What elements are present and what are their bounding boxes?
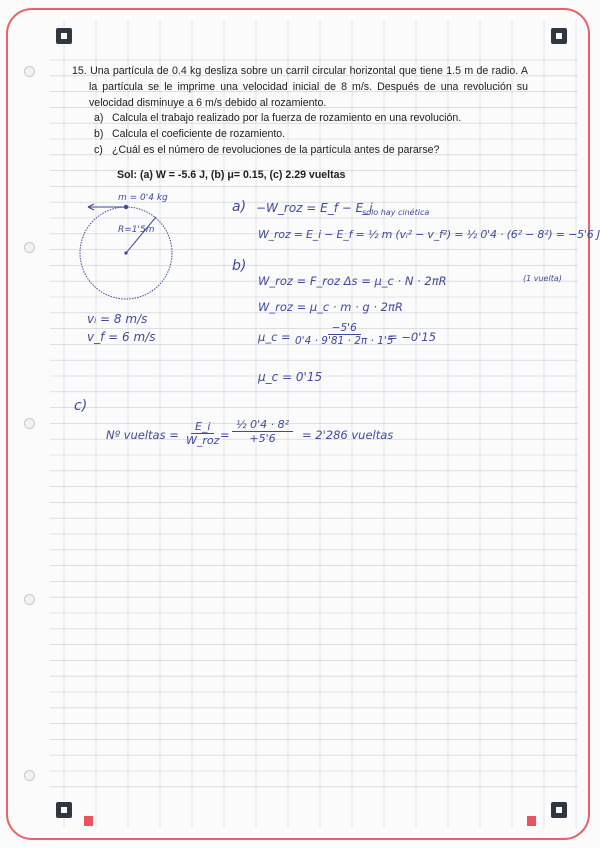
part-c-rhs: = 2'286 vueltas <box>302 428 394 442</box>
circle-diagram <box>70 190 210 300</box>
punch-hole <box>24 594 35 605</box>
part-b-note: (1 vuelta) <box>523 274 562 283</box>
part-a-line2: W_roz = E_i − E_f = ½ m (vᵢ² − v_f²) = ½ 0'4 · (6² − 8²) = −5'6 J <box>258 228 600 241</box>
punch-hole <box>24 770 35 781</box>
solution-line: Sol: (a) W = -5.6 J, (b) μ= 0.15, (c) 2.29 vueltas <box>117 168 346 181</box>
part-c-equals: = <box>220 428 230 442</box>
part-a-note: solo hay cinética <box>362 208 430 217</box>
part-b-line3-lhs: μ_c = <box>258 330 291 344</box>
part-a-line1: −W_roz = E_f − E_i <box>256 201 373 215</box>
question-a: a) Calcula el trabajo realizado por la fuerza de rozamiento en una revolución. <box>94 112 462 125</box>
part-b-line4: μ_c = 0'15 <box>258 370 323 384</box>
part-a-label: a) <box>232 199 247 215</box>
punch-hole <box>24 418 35 429</box>
diagram-mass-label: m = 0'4 kg <box>118 193 168 203</box>
radius-line <box>126 217 156 253</box>
corner-mark-top-right <box>551 28 567 44</box>
corner-mark-bottom-right <box>551 802 567 818</box>
red-marker-right <box>527 816 536 826</box>
center-point <box>124 251 127 254</box>
punch-hole <box>24 242 35 253</box>
problem-text: Una partícula de 0.4 kg desliza sobre un carril circular horizontal que tiene 1.5 m de radio. A la partícula se le imprime una velocidad inicial de 8 m/s. Después de una revolución su velocidad disminuye a 6 m/s debido al rozamiento. <box>89 65 528 109</box>
problem-block <box>72 64 528 184</box>
part-b-fraction: $\frac{-5'6}{0'4 \cdot 9'81 \cdot 2\pi \cdot 1'5}$ <box>295 322 394 347</box>
question-b: b) Calcula el coeficiente de rozamiento. <box>94 128 286 141</box>
diagram-radius-label: R=1'5m <box>118 225 155 235</box>
part-c-label: c) <box>74 398 88 414</box>
part-c-lhs: Nº vueltas = <box>106 428 179 442</box>
part-b-line2: W_roz = μ_c · m · g · 2πR <box>258 300 403 314</box>
part-c-fraction1: E_i W_roz <box>186 420 220 447</box>
question-c: c) ¿Cuál es el número de revoluciones de la partícula antes de pararse? <box>94 143 440 156</box>
red-marker-left <box>84 816 93 826</box>
corner-mark-bottom-left <box>56 802 72 818</box>
problem-statement <box>72 64 528 111</box>
part-c-fraction2: $\frac{\text{½ 0'4 · 8²}}{+5'6}$ <box>232 418 293 445</box>
corner-mark-top-left <box>56 28 72 44</box>
part-b-line1: W_roz = F_roz Δs = μ_c · N · 2πR <box>258 274 447 288</box>
part-b-line3-rhs: = −0'15 <box>388 330 437 344</box>
vi-label: vᵢ = 8 m/s <box>87 312 148 326</box>
question-list <box>72 111 528 158</box>
part-b-label: b) <box>232 258 247 274</box>
vf-label: v_f = 6 m/s <box>87 330 156 344</box>
punch-hole <box>24 66 35 77</box>
problem-number: 15. <box>72 65 87 77</box>
